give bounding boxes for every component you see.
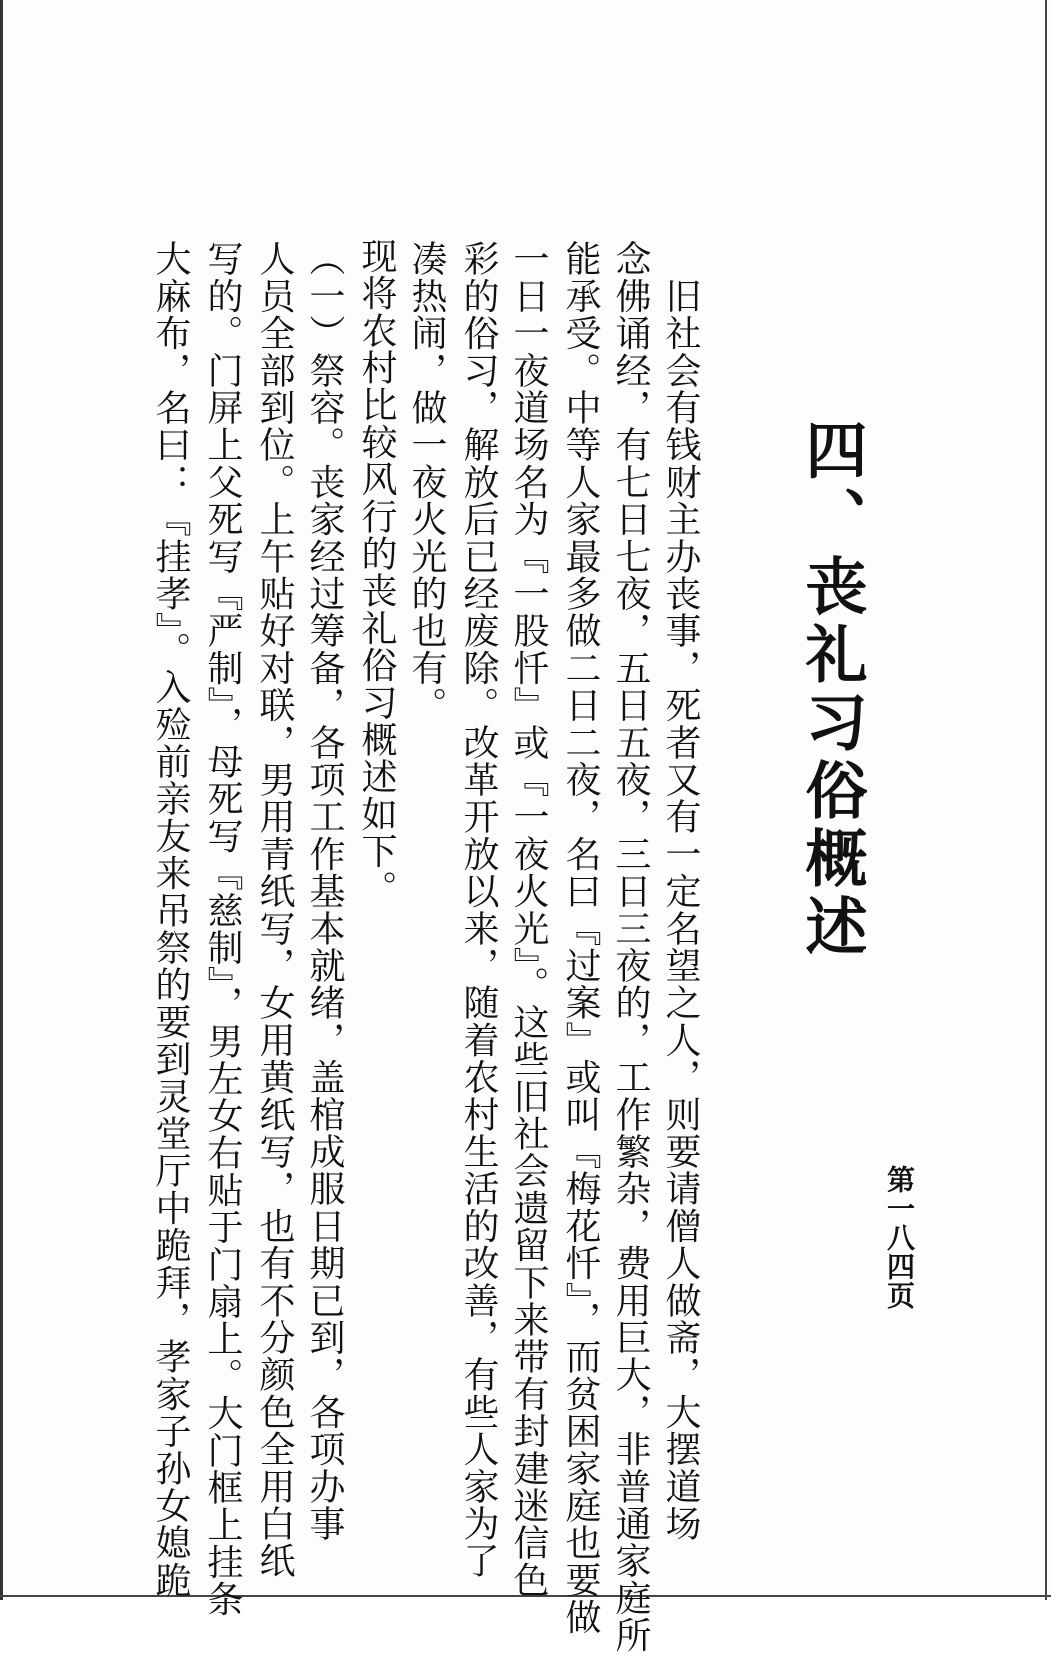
text-line-2: 念佛诵经，有七日七夜，五日五夜，三日三夜的，工作繁杂，费用巨大，非普通家庭所: [610, 240, 651, 1654]
section-title: 四、丧礼习俗概述: [795, 418, 868, 962]
text-line-10: 写的。门屏上父死写『严制』，母死写『慈制』，男左女右贴于门扇上。大门框上挂条: [202, 240, 243, 1618]
text-line-7: 现将农村比较风行的丧礼俗习概述如下。: [356, 200, 397, 907]
text-line-4: 一日一夜道场名为『一股忏』或『一夜火光』。这些旧社会遗留下来带有封建迷信色: [508, 240, 549, 1599]
text-line-1: 旧社会有钱财主办丧事，死者又有一定名望之人，则要请僧人做斋，大摆道场: [660, 240, 701, 1542]
text-line-3: 能承受。中等人家最多做二日二夜，名曰『过案』或叫『梅花忏』，而贫困家庭也要做: [560, 240, 601, 1636]
text-line-5: 彩的俗习，解放后已经废除。改革开放以来，随着农村生活的改善，有些人家为了: [458, 240, 499, 1580]
text-line-8: （一）祭容。丧家经过筹备，各项工作基本就绪，盖棺成服日期已到，各项办事: [304, 240, 345, 1542]
text-line-9: 人员全部到位。上午贴好对联，男用青纸写，女用黄纸写，也有不分颜色全用白纸: [254, 240, 295, 1580]
text-line-11: 大麻布，名曰：『挂孝』。入殓前亲友来吊祭的要到灵堂厅中跪拜，孝家子孙女媳跪: [150, 240, 191, 1599]
page-number: 第一八四页: [883, 1165, 916, 1310]
page-edge-left: [0, 0, 3, 1600]
page-edge-right: [1045, 0, 1047, 1600]
text-line-6: 凑热闹，做一夜火光的也有。: [406, 240, 447, 724]
